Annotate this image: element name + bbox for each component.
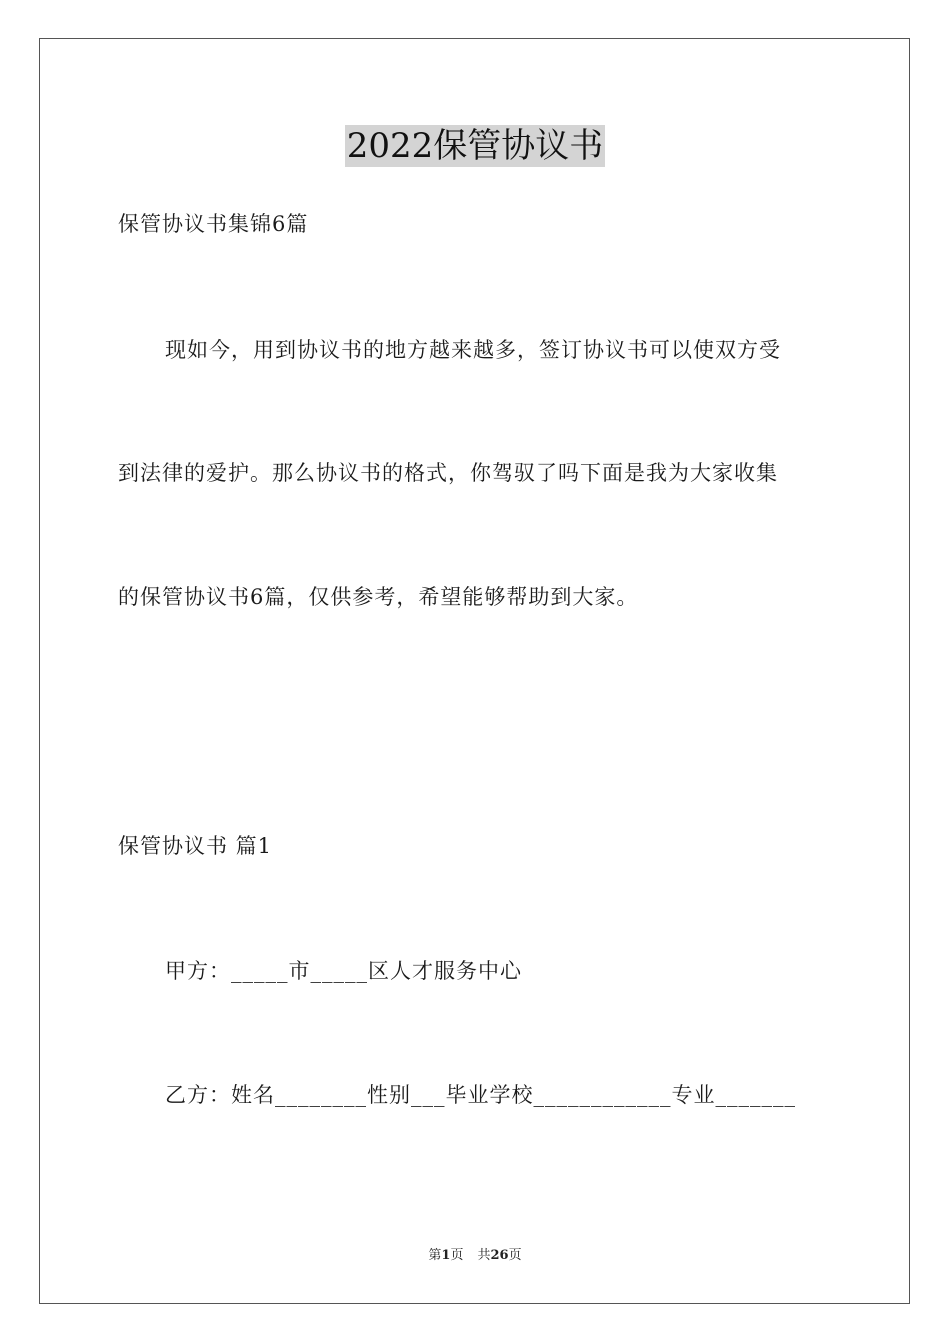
intro-line-3: 的保管协议书6篇，仅供参考，希望能够帮助到大家。 bbox=[118, 585, 639, 609]
party-a-line: 甲方：_____市_____区人才服务中心 bbox=[165, 959, 522, 983]
document-subtitle: 保管协议书集锦6篇 bbox=[118, 212, 309, 236]
footer-total-suffix: 页 bbox=[508, 1248, 522, 1263]
intro-line-2: 到法律的爱护。那么协议书的格式，你驾驭了吗下面是我为大家收集 bbox=[118, 461, 778, 485]
footer-page-suffix: 页 bbox=[450, 1248, 464, 1263]
party-b-line: 乙方：姓名________性别___毕业学校____________专业_______ bbox=[165, 1083, 796, 1107]
footer-page-prefix: 第 bbox=[428, 1248, 442, 1263]
intro-line-1: 现如今，用到协议书的地方越来越多，签订协议书可以使双方受 bbox=[165, 338, 781, 362]
section-heading: 保管协议书 篇1 bbox=[118, 834, 273, 858]
footer-total-prefix: 共 bbox=[477, 1248, 491, 1263]
page-footer bbox=[0, 1247, 950, 1265]
document-title: 2022保管协议书 bbox=[346, 126, 604, 166]
title-container bbox=[0, 125, 950, 167]
footer-page-number: 1 bbox=[441, 1248, 451, 1263]
footer-total-pages: 26 bbox=[490, 1248, 509, 1263]
